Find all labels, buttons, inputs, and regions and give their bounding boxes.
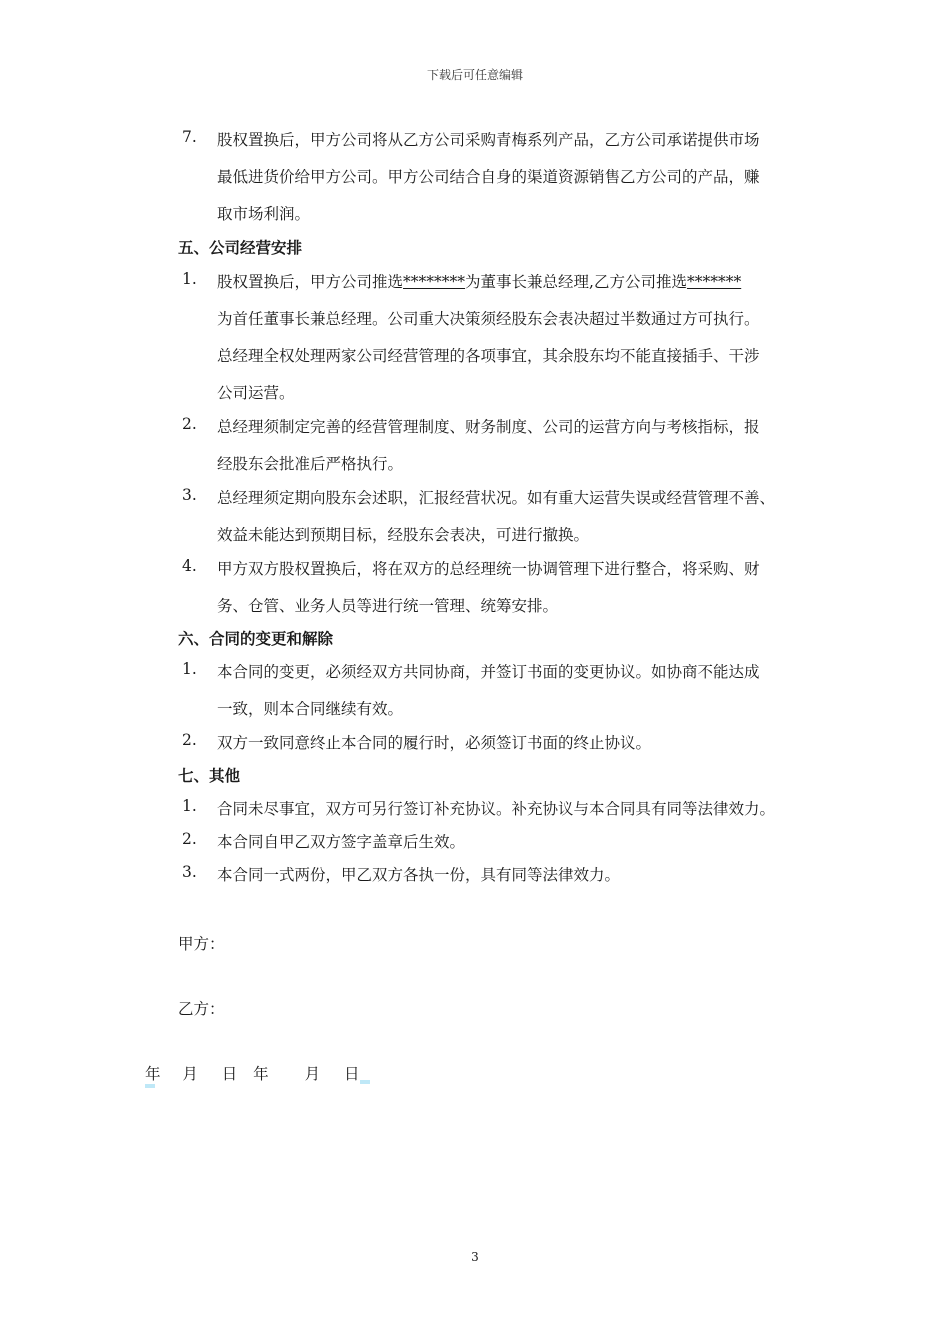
selection-marker [360, 1080, 370, 1084]
item-number: 3. [182, 863, 197, 881]
text-segment: 为董事长兼总经理,乙方公司推选 [465, 273, 687, 291]
item-line: 一致，则本合同继续有效。 [217, 700, 404, 718]
item-line: 总经理须制定完善的经营管理制度、财务制度、公司的运营方向与考核指标，报 [217, 418, 760, 436]
page-number: 3 [471, 1250, 479, 1264]
item-line [217, 270, 741, 292]
item-number: 7. [182, 128, 197, 146]
item-number: 2. [182, 415, 197, 433]
party-b-label: 乙方： [178, 1000, 225, 1018]
item-line: 甲方双方股权置换后，将在双方的总经理统一协调管理下进行整合，将采购、财 [217, 560, 760, 578]
party-a-label: 甲方： [178, 935, 225, 953]
item-line: 总经理全权处理两家公司经营管理的各项事宜，其余股东均不能直接插手、干涉 [217, 347, 760, 365]
item-line: 最低进货价给甲方公司。甲方公司结合自身的渠道资源销售乙方公司的产品，赚 [217, 168, 760, 186]
section-heading-7: 七、其他 [178, 767, 241, 785]
item-line: 本合同一式两份，甲乙双方各执一份，具有同等法律效力。 [217, 866, 621, 884]
date-month-b: 月 [304, 1065, 321, 1083]
section-heading-6: 六、合同的变更和解除 [178, 630, 334, 648]
item-line: 经股东会批准后严格执行。 [217, 455, 404, 473]
item-line: 双方一致同意终止本合同的履行时，必须签订书面的终止协议。 [217, 734, 652, 752]
date-text: 年 [145, 1065, 161, 1083]
date-day-b: 日 [343, 1065, 360, 1083]
item-line: 合同未尽事宜，双方可另行签订补充协议。补充协议与本合同具有同等法律效力。 [217, 800, 776, 818]
date-day-a: 日 [221, 1065, 238, 1083]
date-month-a: 月 [182, 1065, 198, 1083]
item-line: 效益未能达到预期目标，经股东会表决，可进行撤换。 [217, 526, 590, 544]
item-line: 本合同的变更，必须经双方共同协商，并签订书面的变更协议。如协商不能达成 [217, 663, 760, 681]
item-number: 4. [182, 557, 197, 575]
item-number: 2. [182, 830, 197, 848]
date-year-b: 年 [253, 1065, 269, 1083]
selection-marker [145, 1084, 155, 1088]
item-number: 3. [182, 486, 197, 504]
date-line [145, 1062, 370, 1084]
item-line: 务、仓管、业务人员等进行统一管理、统筹安排。 [217, 597, 559, 615]
item-number: 1. [182, 270, 197, 288]
section-heading-5: 五、公司经营安排 [178, 239, 303, 257]
text-segment: 股权置换后，甲方公司推选 [217, 273, 404, 291]
item-number: 1. [182, 660, 197, 678]
blank-field-a: ******** [403, 273, 466, 291]
item-number: 1. [182, 797, 197, 815]
item-line: 取市场利润。 [217, 205, 311, 223]
item-line: 公司运营。 [217, 384, 295, 402]
date-year-a [145, 1062, 161, 1084]
item-line: 为首任董事长兼总经理。公司重大决策须经股东会表决超过半数通过方可执行。 [217, 310, 760, 328]
item-line: 本合同自甲乙双方签字盖章后生效。 [217, 833, 466, 851]
item-number: 2. [182, 731, 197, 749]
item-line: 股权置换后，甲方公司将从乙方公司采购青梅系列产品，乙方公司承诺提供市场 [217, 131, 760, 149]
blank-field-b: ******* [686, 273, 742, 291]
page-header: 下载后可任意编辑 [426, 68, 523, 82]
item-line: 总经理须定期向股东会述职，汇报经营状况。如有重大运营失误或经营管理不善、 [217, 489, 776, 507]
